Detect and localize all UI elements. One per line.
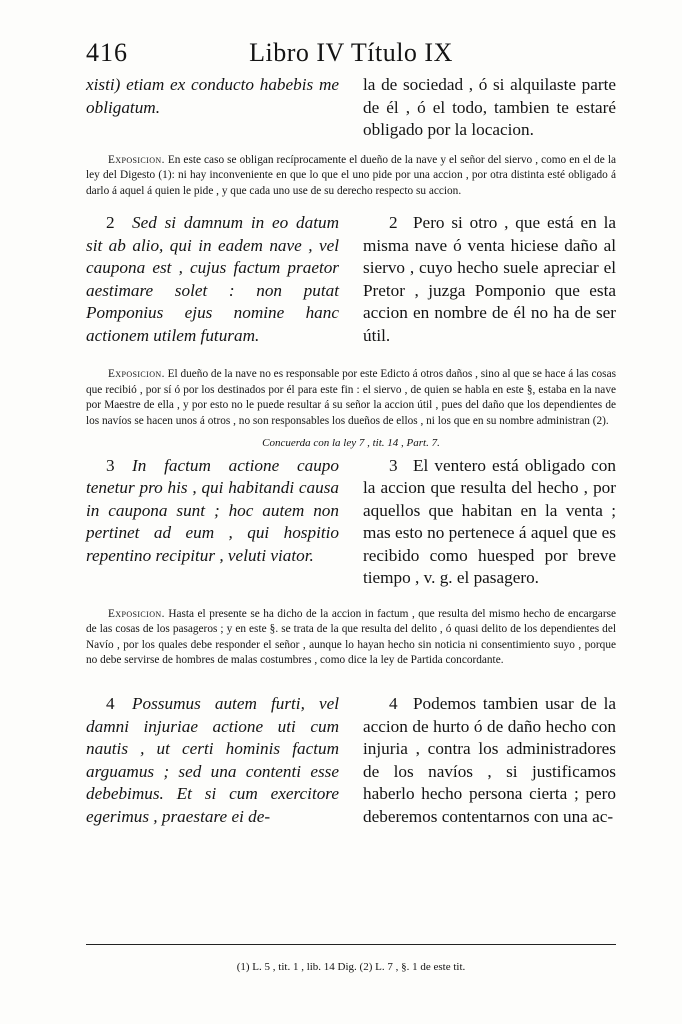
spanish-text: Podemos tambien usar de la accion de hurto ó de daño hecho con injuria , contra los administradores de los navíos , si justificamos haberlo hecho persona cierta ; pero deberemos contentarnos con una ac-	[363, 694, 616, 826]
latin-column	[86, 693, 339, 828]
latin-text: xisti) etiam ex conducto habebis me obligatum.	[86, 75, 339, 117]
spanish-column	[363, 693, 616, 828]
exposicion-text: El dueño de la nave no es responsable por este Edicto á otros daños , sino al que se hace á las cosas que recibió , por sí ó por los destinados por él para este fin : el siervo , de quien se habla en este §, estaba en la nave por Maestre de ella , y por esto no le puede resultar á su señor la accion útil , pues del daño que los dependientes de los navíos se hacen unos á otros , no son responsables los dueños de ellos , ni los que en su nombre administran (2).	[86, 368, 616, 428]
latin-column	[86, 455, 339, 590]
concordance-note: Concuerda con la ley 7 , tit. 14 , Part. 7.	[262, 436, 440, 449]
spanish-text: Pero si otro , que está en la misma nave ó venta hiciese daño al siervo , cuyo hecho suele apreciar el Pretor , juzga Pomponio que esta accion en nombre de él no ha de ser útil.	[363, 213, 616, 345]
latin-text: Possumus autem furti, vel damni injuriae actione uti cum nautis , ut certi hominis factum arguamus ; sed una contenti esse debebimus. Et si cum exercitore egerimus , praestare ei de-	[86, 694, 339, 826]
latin-column	[86, 212, 339, 347]
exposicion-label: Exposicion.	[108, 607, 165, 620]
exposicion-label: Exposicion.	[108, 153, 165, 166]
page-number: 416	[86, 38, 128, 67]
paragraph-block-3	[86, 455, 616, 590]
section-number: 3	[389, 455, 398, 475]
section-number: 2	[106, 213, 115, 233]
book-page	[86, 38, 616, 828]
exposicion-text: Hasta el presente se ha dicho de la accion in factum , que resulta del mismo hecho de encargarse de las cosas de los pasageros ; y en este §. se trata de la que resulta del delito , ó quasi delito de los dependientes del Navío , por los quales debe responder el señor , aunque lo hayan hecho sin noticia ni consentimiento suyo , porque no debe servirse de hombres de malas costumbres , como dice la ley de Partida concordante.	[86, 607, 616, 667]
exposicion-text: En este caso se obligan recíprocamente el dueño de la nave y el señor del siervo , como en el de la ley del Digesto (1): ni hay inconveniente en que lo que el uno pide por una accion , por otra distinta esté obligado á darlo á aquel á quien le pide , y que cada uno use de su derecho respecto su accion.	[86, 153, 616, 197]
page-header	[86, 38, 616, 74]
spanish-text: El ventero está obligado con la accion que resulta del hecho , por aquellos que habitan en la venta ; mas esto no pertenece á aquel que es recibido como huesped por breve tiempo , v. g. el pasagero.	[363, 455, 616, 588]
exposicion-2	[86, 367, 616, 429]
paragraph-block-2	[86, 212, 616, 347]
footnote: (1) L. 5 , tit. 1 , lib. 14 Dig. (2) L. 7 , §. 1 de este tit.	[236, 961, 466, 973]
spanish-text: la de sociedad , ó si alquilaste parte de él , ó el todo, tambien te estaré obligado por la locacion.	[363, 75, 616, 139]
running-title: Libro IV Título IX	[249, 38, 453, 67]
latin-text: Sed si damnum in eo datum sit ab alio, qui in eadem nave , vel caupona est , cujus factum praetor aestimare solet : non putat Pomponius ejus nomine hanc actionem utilem futuram.	[86, 213, 339, 345]
footnote-rule	[86, 944, 616, 945]
latin-text: In factum actione caupo tenetur pro his , qui habitandi causa in caupona sunt ; hoc autem non pertinet ad eum , qui hospitio repentino recipitur , veluti viator.	[86, 455, 339, 565]
spanish-column	[363, 212, 616, 347]
section-number: 4	[106, 694, 115, 714]
exposicion-3	[86, 607, 616, 669]
section-number: 2	[389, 213, 398, 233]
spanish-column	[363, 455, 616, 590]
exposicion-1	[86, 153, 616, 200]
exposicion-label: Exposicion.	[108, 368, 165, 381]
section-number: 4	[389, 694, 398, 714]
paragraph-block-1	[86, 74, 616, 142]
section-number: 3	[106, 455, 115, 475]
paragraph-block-4	[86, 693, 616, 828]
